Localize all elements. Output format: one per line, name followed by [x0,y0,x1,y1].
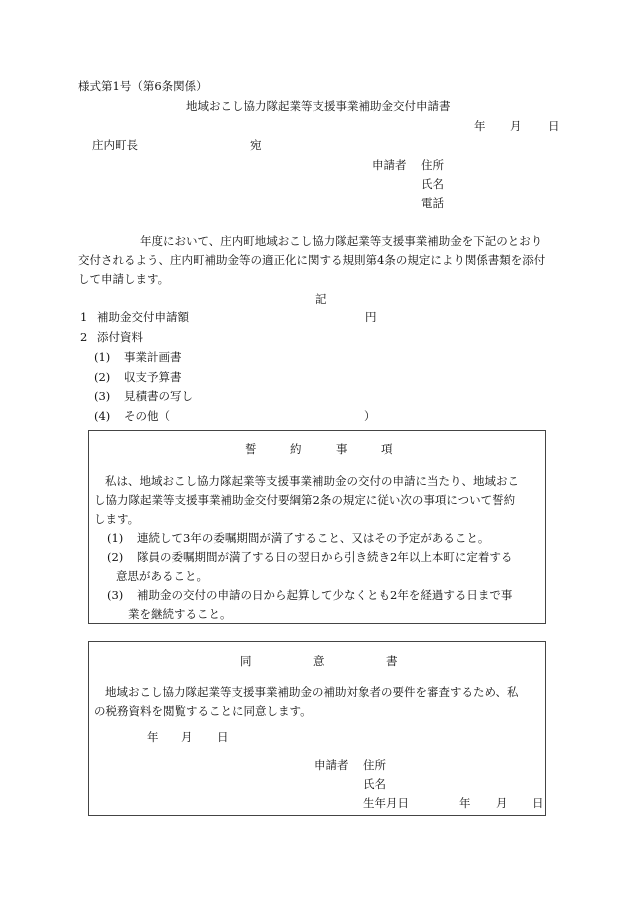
pledge-intro-line-1: 私は、地域おこし協力隊起業等支援事業補助金の交付の申請に当たり、地域おこ [105,474,519,488]
consent-title-1: 同 [240,654,252,668]
document-title: 地域おこし協力隊起業等支援事業補助金交付申請書 [186,99,451,113]
pledge-1-text: 連続して3年の委嘱期間が満了すること、又はその予定があること。 [137,531,490,545]
item1-unit: 円 [365,310,377,324]
attachment-3-label: 見積書の写し [124,389,193,403]
consent-dob-day: 日 [532,796,544,810]
attachment-4-close: ） [364,409,376,423]
applicant-name-label: 氏名 [421,177,444,191]
pledge-title-4: 項 [381,442,393,456]
pledge-title-3: 事 [336,442,348,456]
item2-number: 2 [80,330,88,344]
pledge-intro-line-3: します。 [94,512,140,526]
consent-line-2: の税務資料を閲覧することに同意します。 [94,704,312,718]
pledge-3-number: (3) [107,588,124,602]
date-month: 月 [510,119,522,133]
item2-label: 添付資料 [97,330,143,344]
consent-line-1: 地域おこし協力隊起業等支援事業補助金の補助対象者の要件を審査するため、私 [105,685,519,699]
applicant-label: 申請者 [372,158,407,172]
pledge-intro-line-2: し協力隊起業等支援事業補助金交付要綱第2条の規定に従い次の事項について誓約 [94,493,516,507]
item1-number: 1 [80,310,88,324]
form-number: 様式第1号（第6条関係） [78,79,208,93]
consent-applicant-label: 申請者 [314,758,349,772]
pledge-3-line-1: 補助金の交付の申請の日から起算して少なくとも2年を経過する日まで事 [137,588,513,602]
body-line-1: 年度において、庄内町地域おこし協力隊起業等支援事業補助金を下記のとおり [140,234,543,248]
pledge-1-number: (1) [107,531,124,545]
consent-dob-year: 年 [459,796,471,810]
consent-date-day: 日 [217,730,229,744]
attachment-4-number: (4) [94,409,111,423]
pledge-title-1: 誓 [245,442,257,456]
pledge-2-line-2: 意思があること。 [116,569,208,583]
pledge-title-2: 約 [290,442,302,456]
applicant-phone-label: 電話 [421,196,444,210]
pledge-3-line-2: 業を継続すること。 [128,607,232,621]
addressee-suffix: 宛 [250,138,262,152]
attachment-2-label: 収支予算書 [124,370,182,384]
attachment-3-number: (3) [94,389,111,403]
attachment-1-number: (1) [94,350,111,364]
attachment-1-label: 事業計画書 [124,350,182,364]
consent-date-month: 月 [181,730,193,744]
body-line-2: 交付されるよう、庄内町補助金等の適正化に関する規則第4条の規定により関係書類を添付 [78,253,546,267]
date-day: 日 [548,119,560,133]
consent-address-label: 住所 [363,758,386,772]
addressee: 庄内町長 [92,138,138,152]
pledge-2-line-1: 隊員の委嘱期間が満了する日の翌日から引き続き2年以上本町に定着する [137,550,513,564]
applicant-address-label: 住所 [421,158,444,172]
consent-dob-label: 生年月日 [363,796,409,810]
body-line-3: して申請します。 [78,272,170,286]
attachment-2-number: (2) [94,370,111,384]
pledge-2-number: (2) [107,550,124,564]
consent-date-year: 年 [147,730,159,744]
item1-label: 補助金交付申請額 [97,310,189,324]
date-year: 年 [474,119,486,133]
consent-title-3: 書 [386,654,398,668]
consent-name-label: 氏名 [363,777,386,791]
consent-dob-month: 月 [496,796,508,810]
ki-heading: 記 [315,292,327,306]
attachment-4-label: その他（ [124,409,170,423]
consent-title-2: 意 [313,654,325,668]
